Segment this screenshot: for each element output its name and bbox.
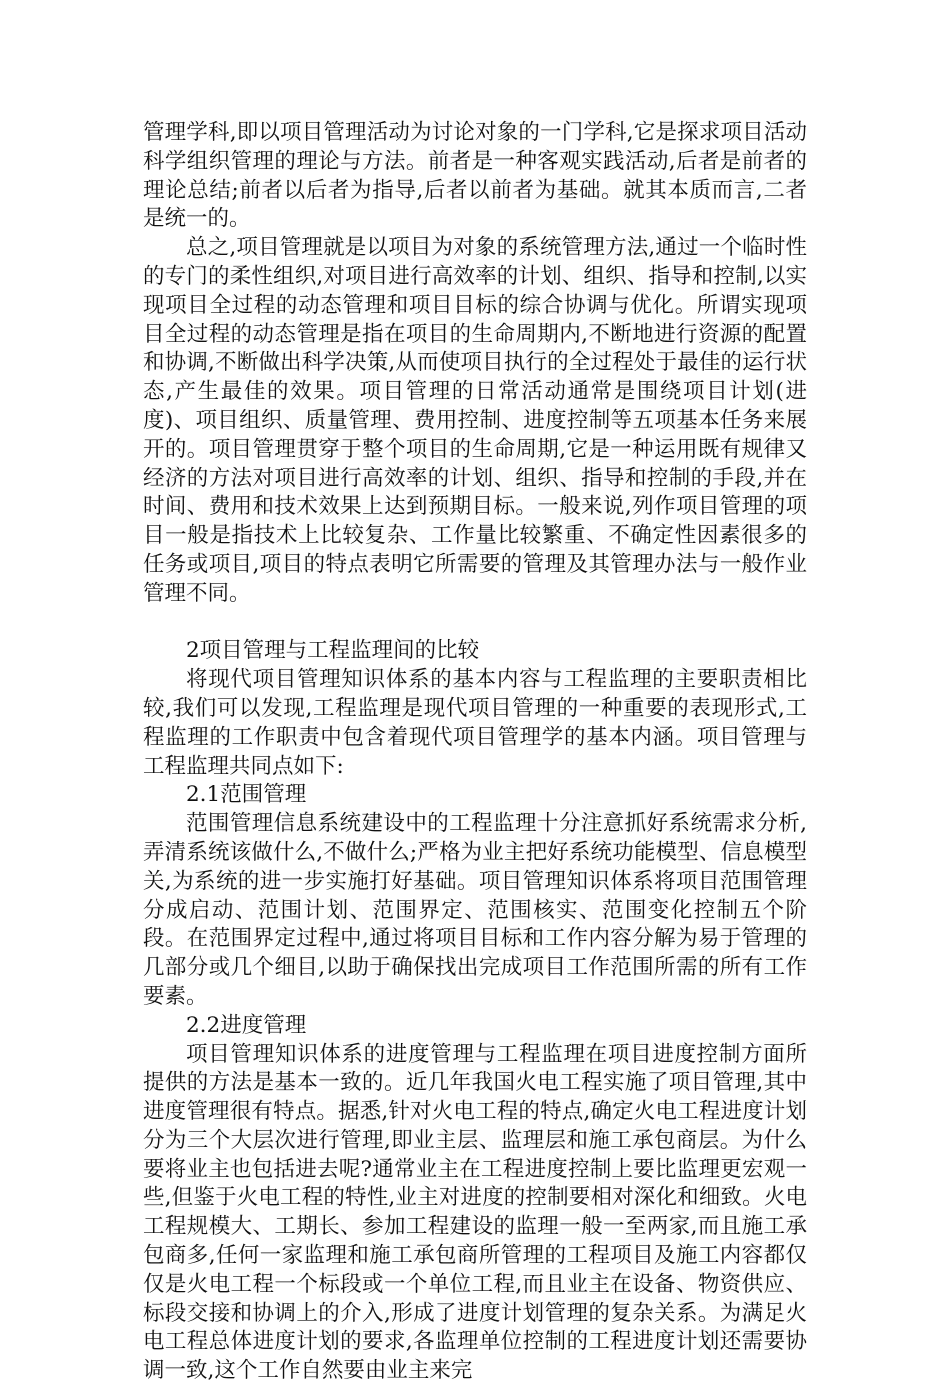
- subsection-heading-schedule-management: 2.2进度管理: [143, 1012, 807, 1041]
- paragraph-project-management-summary: 总之,项目管理就是以项目为对象的系统管理方法,通过一个临时性的专门的柔性组织,对项目进行高效率的计划、组织、指导和控制,以实现项目全过程的动态管理和项目目标的综合协调与优化。所谓实现项目全过程的动态管理是指在项目的生命周期内,不断地进行资源的配置和协调,不断做出科学决策,从而使项目执行的全过程处于最佳的运行状态,产生最佳的效果。项目管理的日常活动通常是围绕项目计划(进度)、项目组织、质量管理、费用控制、进度控制等五项基本任务来展开的。项目管理贯穿于整个项目的生命周期,它是一种运用既有规律又经济的方法对项目进行高效率的计划、组织、指导和控制的手段,并在时间、费用和技术效果上达到预期目标。一般来说,列作项目管理的项目一般是指技术上比较复杂、工作量比较繁重、不确定性因素很多的任务或项目,项目的特点表明它所需要的管理及其管理办法与一般作业管理不同。: [143, 234, 807, 608]
- subsection-heading-scope-management: 2.1范围管理: [143, 781, 807, 810]
- document-page: [143, 119, 807, 1386]
- paragraph-scope-management: 范围管理信息系统建设中的工程监理十分注意抓好系统需求分析,弄清系统该做什么,不做什么;严格为业主把好系统功能模型、信息模型关,为系统的进一步实施打好基础。项目管理知识体系将项目范围管理分成启动、范围计划、范围界定、范围核实、范围变化控制五个阶段。在范围界定过程中,通过将项目目标和工作内容分解为易于管理的几部分或几个细目,以助于确保找出完成项目工作范围所需的所有工作要素。: [143, 810, 807, 1012]
- paragraph-spacer: [143, 609, 807, 638]
- paragraph-comparison-intro: 将现代项目管理知识体系的基本内容与工程监理的主要职责相比较,我们可以发现,工程监理是现代项目管理的一种重要的表现形式,工程监理的工作职责中包含着现代项目管理学的基本内涵。项目管理与工程监理共同点如下:: [143, 666, 807, 781]
- paragraph-schedule-management: 项目管理知识体系的进度管理与工程监理在项目进度控制方面所提供的方法是基本一致的。近几年我国火电工程实施了项目管理,其中进度管理很有特点。据悉,针对火电工程的特点,确定火电工程进度计划分为三个大层次进行管理,即业主层、监理层和施工承包商层。为什么要将业主也包括进去呢?通常业主在工程进度控制上要比监理更宏观一些,但鉴于火电工程的特性,业主对进度的控制要相对深化和细致。火电工程规模大、工期长、参加工程建设的监理一般一至两家,而且施工承包商多,任何一家监理和施工承包商所管理的工程项目及施工内容都仅仅是火电工程一个标段或一个单位工程,而且业主在设备、物资供应、标段交接和协调上的介入,形成了进度计划管理的复杂关系。为满足火电工程总体进度计划的要求,各监理单位控制的工程进度计划还需要协调一致,这个工作自然要由业主来完: [143, 1041, 807, 1386]
- section-heading-comparison: 2项目管理与工程监理间的比较: [143, 637, 807, 666]
- paragraph-project-management-discipline: 管理学科,即以项目管理活动为讨论对象的一门学科,它是探求项目活动科学组织管理的理论与方法。前者是一种客观实践活动,后者是前者的理论总结;前者以后者为指导,后者以前者为基础。就其本质而言,二者是统一的。: [143, 119, 807, 234]
